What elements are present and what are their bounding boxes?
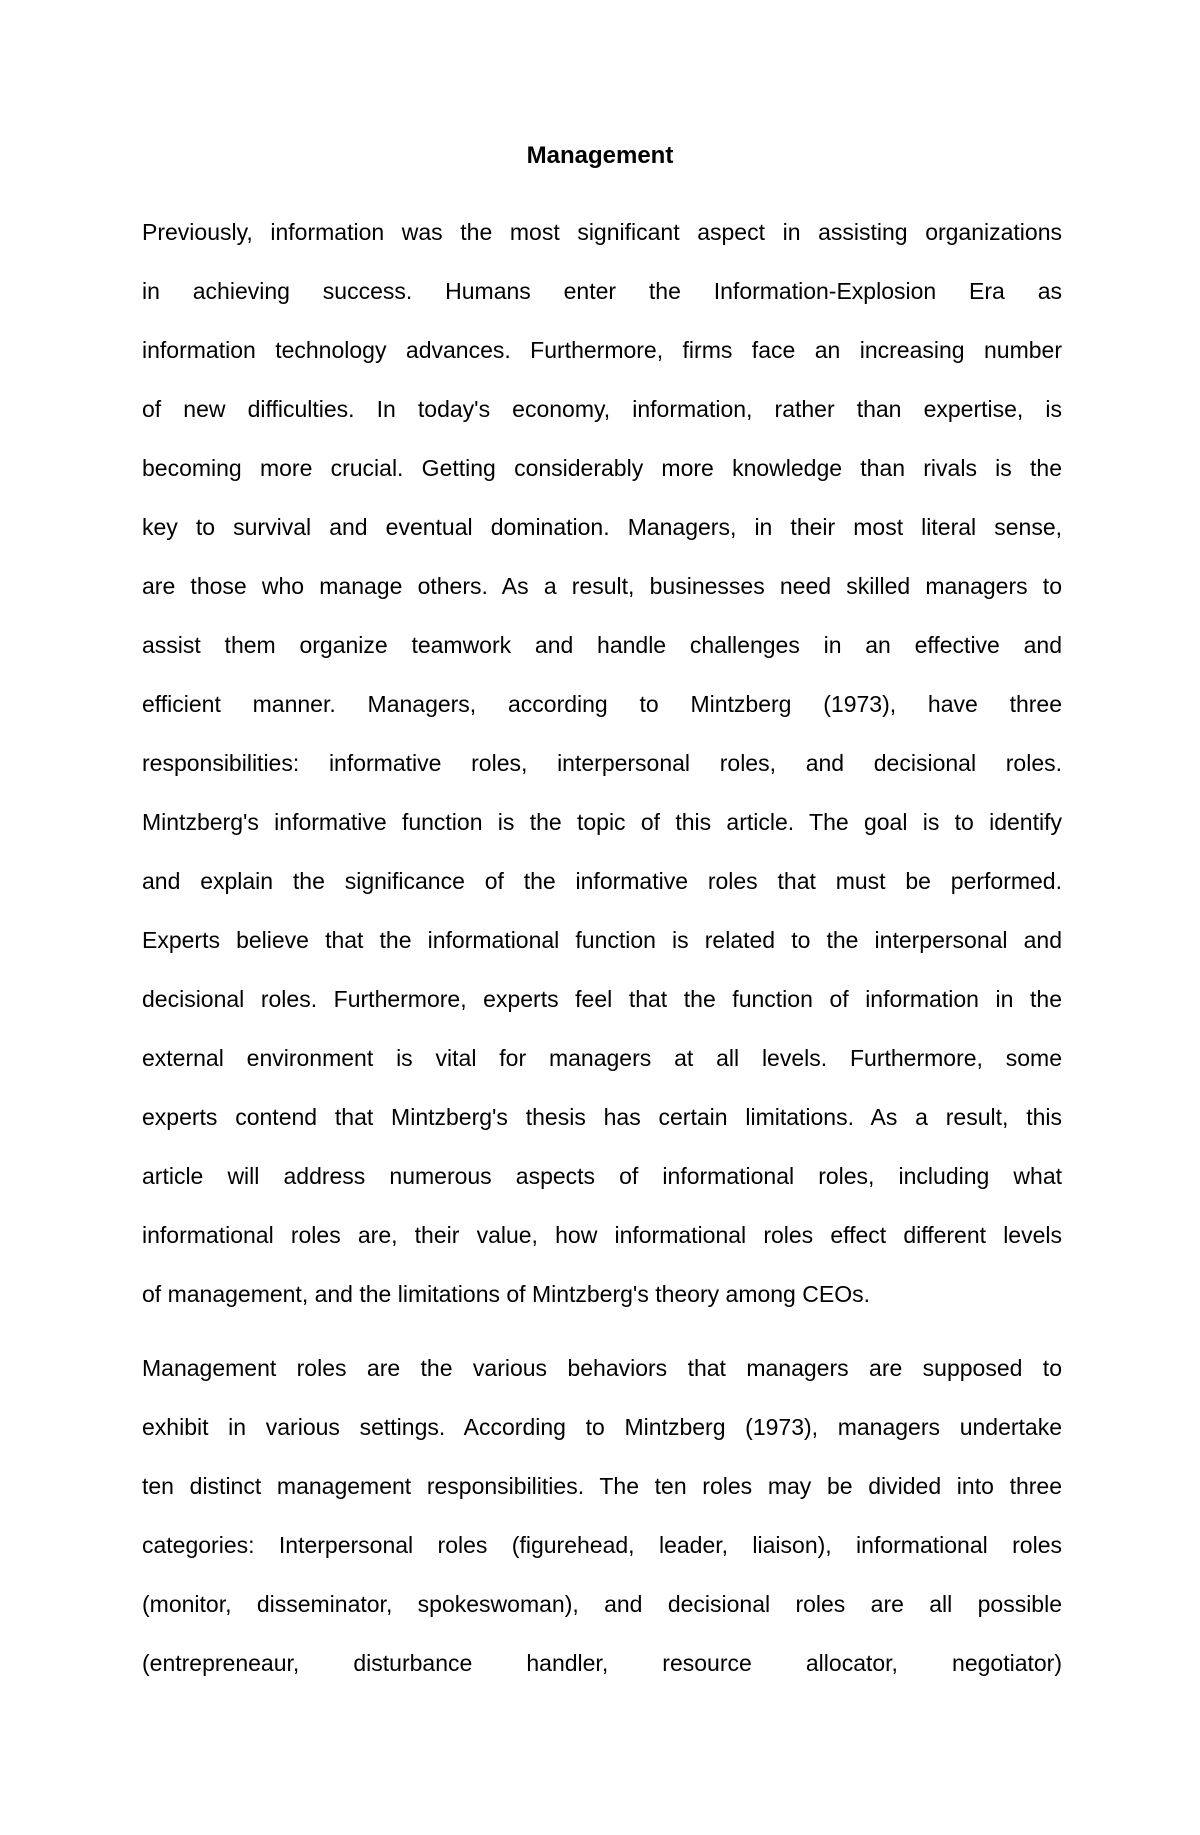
- paragraph-1-line-17: article will address numerous aspects of informational roles, including what: [142, 1163, 1062, 1189]
- paragraph-1-line-15: external environment is vital for managers at all levels. Furthermore, some: [142, 1045, 1062, 1071]
- paragraph-1-line-18: informational roles are, their value, how informational roles effect different levels: [142, 1222, 1062, 1248]
- paragraph-1-line-10: responsibilities: informative roles, interpersonal roles, and decisional roles.: [142, 750, 1062, 776]
- paragraph-1-line-4: of new difficulties. In today's economy, information, rather than expertise, is: [142, 396, 1062, 422]
- paragraph-2-line-2: exhibit in various settings. According to Mintzberg (1973), managers undertake: [142, 1414, 1062, 1440]
- paragraph-1-line-8: assist them organize teamwork and handle challenges in an effective and: [142, 632, 1062, 658]
- paragraph-2-line-5: (monitor, disseminator, spokeswoman), and decisional roles are all possible: [142, 1591, 1062, 1617]
- paragraph-2-line-1: Management roles are the various behaviors that managers are supposed to: [142, 1355, 1062, 1381]
- paragraph-1-line-12: and explain the significance of the informative roles that must be performed.: [142, 868, 1062, 894]
- paragraph-1-line-9: efficient manner. Managers, according to Mintzberg (1973), have three: [142, 691, 1062, 717]
- paragraph-1: [142, 203, 1062, 1324]
- paragraph-1-line-19: of management, and the limitations of Mintzberg's theory among CEOs.: [142, 1281, 870, 1307]
- paragraph-2-line-4: categories: Interpersonal roles (figurehead, leader, liaison), informational roles: [142, 1532, 1062, 1558]
- paragraph-1-line-11: Mintzberg's informative function is the topic of this article. The goal is to identify: [142, 809, 1062, 835]
- paragraph-1-line-1: Previously, information was the most significant aspect in assisting organizations: [142, 219, 1062, 245]
- paragraph-2: [142, 1339, 1062, 1693]
- page-title: Management: [526, 142, 674, 169]
- paragraph-1-line-5: becoming more crucial. Getting considerably more knowledge than rivals is the: [142, 455, 1062, 481]
- paragraph-1-line-7: are those who manage others. As a result, businesses need skilled managers to: [142, 573, 1062, 599]
- paragraph-1-line-2: in achieving success. Humans enter the Information-Explosion Era as: [142, 278, 1062, 304]
- paragraph-2-line-3: ten distinct management responsibilities. The ten roles may be divided into three: [142, 1473, 1062, 1499]
- paragraph-1-line-13: Experts believe that the informational function is related to the interpersonal and: [142, 927, 1062, 953]
- paragraph-1-line-3: information technology advances. Furthermore, firms face an increasing number: [142, 337, 1062, 363]
- paragraph-1-line-16: experts contend that Mintzberg's thesis has certain limitations. As a result, this: [142, 1104, 1062, 1130]
- paragraph-1-line-6: key to survival and eventual domination. Managers, in their most literal sense,: [142, 514, 1062, 540]
- paragraph-2-line-6: (entrepreneaur, disturbance handler, resource allocator, negotiator): [142, 1650, 1062, 1676]
- paragraph-1-line-14: decisional roles. Furthermore, experts feel that the function of information in the: [142, 986, 1062, 1012]
